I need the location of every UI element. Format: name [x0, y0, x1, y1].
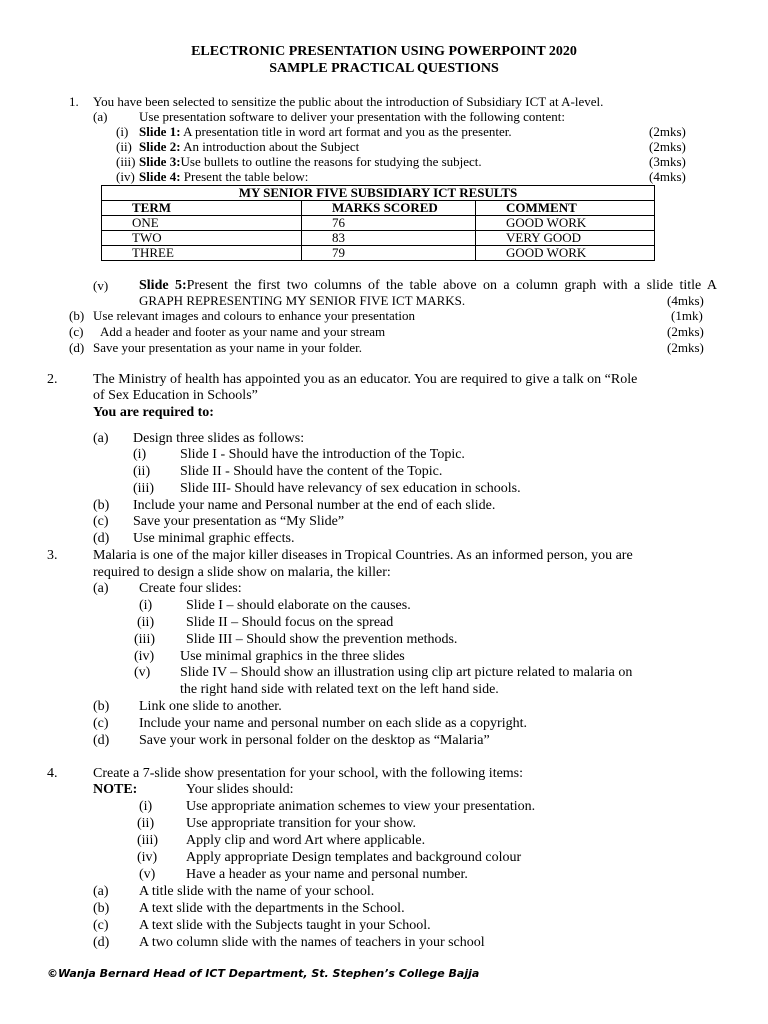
item-number: (ii)	[137, 615, 155, 630]
table-cell: ONE	[102, 216, 302, 231]
item-text: Apply clip and word Art where applicable.	[186, 833, 426, 848]
item-text: Use minimal graphics in the three slides	[180, 649, 405, 664]
sub-text: Link one slide to another.	[139, 699, 282, 714]
sub-label: (d)	[93, 733, 110, 748]
item-number: (ii)	[116, 139, 132, 154]
item-number: (iv)	[116, 169, 135, 184]
item-number: (i)	[116, 124, 129, 139]
sub-text: Use presentation software to deliver your presentation with the following content:	[139, 109, 565, 124]
table-header-term: TERM	[102, 201, 302, 216]
sub-label: (d)	[93, 531, 110, 546]
table-header-comment: COMMENT	[476, 201, 655, 216]
table-cell: 76	[302, 216, 476, 231]
item-number: (iii)	[134, 632, 155, 647]
question-text: The Ministry of health has appointed you as an educator. You are required to give a talk on “Role	[93, 372, 638, 387]
item-text: Slide I – should elaborate on the causes.	[186, 598, 411, 613]
table-cell: 79	[302, 246, 476, 261]
item-marks: (2mks)	[649, 139, 686, 154]
item-text: Slide 1: A presentation title in word art format and you as the presenter.	[139, 124, 512, 139]
sub-text: A text slide with the departments in the School.	[139, 901, 405, 916]
copyright-footer: ©Wanja Bernard Head of ICT Department, St. Stephen’s College Bajja	[47, 967, 480, 980]
document-subtitle: SAMPLE PRACTICAL QUESTIONS	[269, 61, 499, 76]
sub-text: Use minimal graphic effects.	[133, 531, 295, 546]
item-text: Slide IV – Should show an illustration using clip art picture related to malaria on	[180, 665, 633, 680]
sub-label: (a)	[93, 581, 109, 596]
table-row	[102, 216, 655, 231]
sub-label: (b)	[93, 498, 110, 513]
question-text-continued: required to design a slide show on malaria, the killer:	[93, 565, 391, 580]
sub-text: Add a header and footer as your name and your stream	[100, 324, 386, 339]
item-text: Slide I - Should have the introduction of the Topic.	[180, 447, 465, 462]
item-text: Slide III- Should have relevancy of sex education in schools.	[180, 481, 521, 496]
sub-label: (d)	[69, 340, 85, 355]
sub-label: (b)	[93, 901, 110, 916]
table-cell: TWO	[102, 231, 302, 246]
item-marks: (3mks)	[649, 154, 686, 169]
sub-text: Include your name and personal number on each slide as a copyright.	[139, 716, 527, 731]
table-row	[102, 246, 655, 261]
question-intro: You have been selected to sensitize the public about the introduction of Subsidiary ICT at A-level.	[93, 94, 604, 109]
sub-text: Save your work in personal folder on the desktop as “Malaria”	[139, 733, 490, 748]
item-text: Have a header as your name and personal number.	[186, 867, 468, 882]
sub-marks: (2mks)	[667, 324, 704, 339]
sub-text: Design three slides as follows:	[133, 431, 305, 446]
item-number: (iv)	[137, 850, 158, 865]
results-table	[101, 185, 655, 261]
item-text: Slide II - Should have the content of the Topic.	[180, 464, 443, 479]
question-text-continued: of Sex Education in Schools”	[93, 388, 258, 403]
sub-text: Use relevant images and colours to enhance your presentation	[93, 308, 415, 323]
sub-marks: (2mks)	[667, 340, 704, 355]
sub-label: (d)	[93, 935, 110, 950]
table-header-row	[102, 201, 655, 216]
item-text: Slide II – Should focus on the spread	[186, 615, 394, 630]
sub-label: (a)	[93, 109, 108, 124]
table-cell: VERY GOOD	[476, 231, 655, 246]
item-number: (v)	[134, 665, 151, 680]
item-marks: (4mks)	[649, 169, 686, 184]
item-text: Slide 3:Use bullets to outline the reasons for studying the subject.	[139, 154, 482, 169]
sub-label: (b)	[93, 699, 110, 714]
sub-label: (c)	[93, 716, 109, 731]
table-header-marks: MARKS SCORED	[302, 201, 476, 216]
item-text: Use appropriate animation schemes to view your presentation.	[186, 799, 536, 814]
item-text: Slide III – Should show the prevention methods.	[186, 632, 458, 647]
table-cell: THREE	[102, 246, 302, 261]
item-text: Slide 2: An introduction about the Subject	[139, 139, 360, 154]
item-number: (ii)	[137, 816, 155, 831]
item-number: (i)	[133, 447, 147, 462]
table-cell: 83	[302, 231, 476, 246]
note-text: Your slides should:	[186, 782, 294, 797]
sub-text: Include your name and Personal number at the end of each slide.	[133, 498, 496, 513]
sub-text: Save your presentation as your name in your folder.	[93, 340, 362, 355]
sub-label: (c)	[93, 918, 109, 933]
sub-text: Save your presentation as “My Slide”	[133, 514, 345, 529]
sub-text: A two column slide with the names of teachers in your school	[139, 935, 485, 950]
item-marks: (2mks)	[649, 124, 686, 139]
question-number: 3.	[47, 548, 58, 563]
item-number: (v)	[93, 278, 109, 293]
table-row	[102, 231, 655, 246]
sub-label: (c)	[93, 514, 109, 529]
item-marks: (4mks)	[667, 293, 704, 308]
item-number: (v)	[139, 867, 156, 882]
sub-label: (b)	[69, 308, 85, 323]
question-number: 2.	[47, 372, 58, 387]
item-text: Use appropriate transition for your show.	[186, 816, 417, 831]
item-number: (i)	[139, 799, 153, 814]
question-text: Malaria is one of the major killer diseases in Tropical Countries. As an informed person, you are	[93, 548, 633, 563]
sub-text: A text slide with the Subjects taught in your School.	[139, 918, 431, 933]
item-number: (i)	[139, 598, 153, 613]
item-number: (iv)	[134, 649, 155, 664]
item-number: (iii)	[137, 833, 158, 848]
table-title: MY SENIOR FIVE SUBSIDIARY ICT RESULTS	[102, 186, 655, 201]
item-number: (ii)	[133, 464, 151, 479]
table-cell: GOOD WORK	[476, 216, 655, 231]
item-text-continued: GRAPH REPRESENTING MY SENIOR FIVE ICT MARKS.	[139, 293, 466, 308]
document-title: ELECTRONIC PRESENTATION USING POWERPOINT 2020	[191, 44, 577, 59]
sub-marks: (1mk)	[671, 308, 703, 323]
item-text: Slide 5:Present the first two columns of the table above on a column graph with a slide title A	[139, 278, 717, 293]
question-number: 4.	[47, 766, 58, 781]
item-number: (iii)	[116, 154, 136, 169]
item-text: Slide 4: Present the table below:	[139, 169, 309, 184]
required-heading: You are required to:	[93, 405, 214, 420]
item-text: Apply appropriate Design templates and background colour	[186, 850, 522, 865]
sub-label: (c)	[69, 324, 84, 339]
sub-text: Create four slides:	[139, 581, 242, 596]
question-text: Create a 7-slide show presentation for your school, with the following items:	[93, 766, 524, 781]
question-number: 1.	[69, 94, 79, 109]
item-text-continued: the right hand side with related text on the left hand side.	[180, 682, 499, 697]
item-number: (iii)	[133, 481, 154, 496]
sub-label: (a)	[93, 431, 109, 446]
sub-text: A title slide with the name of your school.	[139, 884, 375, 899]
note-label: NOTE:	[93, 782, 138, 797]
table-title-row	[102, 186, 655, 201]
sub-label: (a)	[93, 884, 109, 899]
table-cell: GOOD WORK	[476, 246, 655, 261]
